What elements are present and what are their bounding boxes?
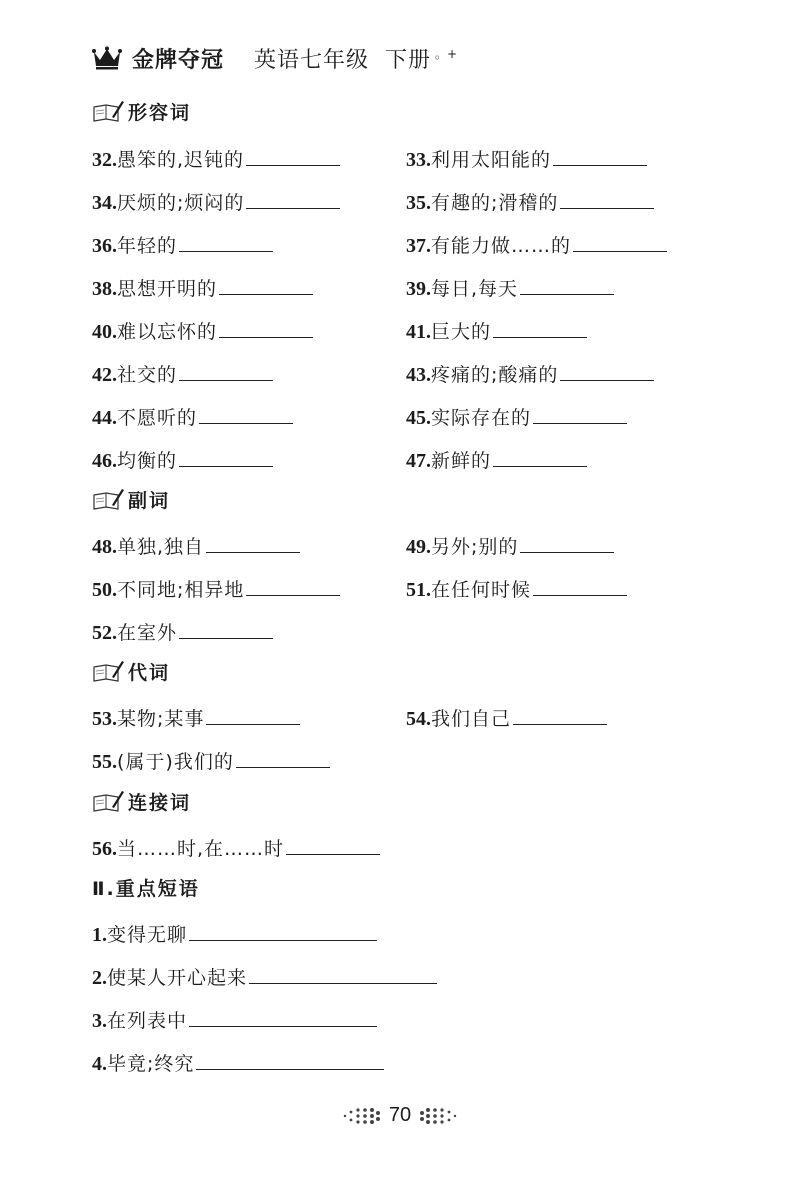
- item-text: 我们自己: [431, 708, 512, 730]
- item-text: 不愿听的: [117, 407, 198, 429]
- item-text: 有能力做……的: [431, 235, 572, 257]
- section-adverbs: [92, 484, 170, 514]
- section-title: Ⅱ.重点短语: [92, 877, 200, 900]
- list-item: [406, 527, 614, 559]
- item-text: 在任何时候: [431, 579, 532, 601]
- section-title: 连接词: [128, 791, 192, 814]
- item-text: 难以忘怀的: [117, 321, 218, 343]
- crown-icon: [92, 46, 122, 70]
- list-item: [92, 226, 273, 258]
- page-number: 70: [388, 1104, 412, 1126]
- answer-blank[interactable]: [219, 336, 313, 338]
- decorative-spark: 。+: [435, 46, 458, 61]
- section-title: 形容词: [128, 101, 192, 124]
- item-text: 每日,每天: [431, 278, 519, 300]
- list-item: [406, 226, 667, 258]
- answer-blank[interactable]: [189, 939, 377, 941]
- item-text: 使某人开心起来: [107, 967, 248, 989]
- answer-blank[interactable]: [199, 422, 293, 424]
- item-text: 厌烦的;烦闷的: [117, 192, 245, 214]
- answer-blank[interactable]: [553, 164, 647, 166]
- item-number: 4.: [92, 1053, 107, 1075]
- list-item: [406, 355, 654, 387]
- item-number: 42.: [92, 364, 117, 386]
- item-number: 52.: [92, 622, 117, 644]
- item-number: 35.: [406, 192, 431, 214]
- item-number: 34.: [92, 192, 117, 214]
- item-text: 新鲜的: [431, 450, 492, 472]
- item-text: 愚笨的,迟钝的: [117, 149, 245, 171]
- list-item: [92, 527, 300, 559]
- answer-blank[interactable]: [513, 723, 607, 725]
- volume-label: 下册: [385, 47, 432, 73]
- list-item: [406, 441, 587, 473]
- item-number: 33.: [406, 149, 431, 171]
- dot-pattern-right-icon: [419, 1107, 459, 1125]
- answer-blank[interactable]: [493, 465, 587, 467]
- list-item: [406, 269, 614, 301]
- item-number: 49.: [406, 536, 431, 558]
- item-text: 有趣的;滑稽的: [431, 192, 559, 214]
- answer-blank[interactable]: [560, 207, 654, 209]
- answer-blank[interactable]: [520, 551, 614, 553]
- item-number: 48.: [92, 536, 117, 558]
- answer-blank[interactable]: [196, 1068, 384, 1070]
- item-number: 39.: [406, 278, 431, 300]
- answer-blank[interactable]: [533, 422, 627, 424]
- subject-title: 英语七年级: [254, 47, 370, 73]
- list-item: [92, 312, 313, 344]
- item-text: 实际存在的: [431, 407, 532, 429]
- list-item: [92, 183, 340, 215]
- item-number: 37.: [406, 235, 431, 257]
- list-item: [92, 958, 437, 990]
- item-text: 不同地;相异地: [117, 579, 245, 601]
- answer-blank[interactable]: [246, 207, 340, 209]
- item-number: 2.: [92, 967, 107, 989]
- list-item: [406, 699, 607, 731]
- section-conjunctions: [92, 786, 191, 816]
- item-number: 36.: [92, 235, 117, 257]
- item-text: 变得无聊: [107, 924, 188, 946]
- item-number: 41.: [406, 321, 431, 343]
- brand-title: 金牌夺冠: [132, 47, 225, 73]
- list-item: [92, 915, 377, 947]
- answer-blank[interactable]: [533, 594, 627, 596]
- item-text: 毕竟;终究: [107, 1053, 195, 1075]
- list-item: [92, 269, 313, 301]
- answer-blank[interactable]: [179, 637, 273, 639]
- list-item: [406, 312, 587, 344]
- answer-blank[interactable]: [219, 293, 313, 295]
- item-text: 均衡的: [117, 450, 178, 472]
- item-text: 疼痛的;酸痛的: [431, 364, 559, 386]
- item-text: 单独,独自: [117, 536, 205, 558]
- item-number: 54.: [406, 708, 431, 730]
- dot-pattern-left-icon: [341, 1107, 381, 1125]
- item-text: (属于)我们的: [117, 751, 234, 773]
- book-pen-icon: [92, 659, 124, 683]
- list-item: [92, 140, 340, 172]
- book-pen-icon: [92, 789, 124, 813]
- list-item: [92, 570, 340, 602]
- list-item: [92, 699, 300, 731]
- item-number: 43.: [406, 364, 431, 386]
- item-number: 53.: [92, 708, 117, 730]
- list-item: [406, 140, 647, 172]
- answer-blank[interactable]: [206, 551, 300, 553]
- item-number: 47.: [406, 450, 431, 472]
- page-header: [92, 38, 457, 78]
- item-number: 46.: [92, 450, 117, 472]
- list-item: [406, 183, 654, 215]
- answer-blank[interactable]: [179, 465, 273, 467]
- section-title: 代词: [128, 661, 171, 684]
- list-item: [92, 355, 273, 387]
- item-text: 另外;别的: [431, 536, 519, 558]
- section-title: 副词: [128, 489, 171, 512]
- page-footer: [0, 1104, 800, 1127]
- item-text: 巨大的: [431, 321, 492, 343]
- list-item: [92, 613, 273, 645]
- answer-blank[interactable]: [246, 164, 340, 166]
- item-number: 56.: [92, 838, 117, 860]
- answer-blank[interactable]: [179, 250, 273, 252]
- item-number: 38.: [92, 278, 117, 300]
- item-text: 在列表中: [107, 1010, 188, 1032]
- answer-blank[interactable]: [246, 594, 340, 596]
- section-pronouns: [92, 656, 170, 686]
- item-number: 50.: [92, 579, 117, 601]
- item-number: 3.: [92, 1010, 107, 1032]
- list-item: [92, 398, 293, 430]
- item-text: 利用太阳能的: [431, 149, 552, 171]
- item-number: 1.: [92, 924, 107, 946]
- item-text: 社交的: [117, 364, 178, 386]
- list-item: [406, 398, 627, 430]
- book-pen-icon: [92, 99, 124, 123]
- item-number: 55.: [92, 751, 117, 773]
- item-text: 年轻的: [117, 235, 178, 257]
- list-item: [92, 441, 273, 473]
- list-item: [92, 1044, 384, 1076]
- list-item: [92, 742, 330, 774]
- answer-blank[interactable]: [560, 379, 654, 381]
- item-number: 51.: [406, 579, 431, 601]
- item-text: 当……时,在……时: [117, 838, 285, 860]
- answer-blank[interactable]: [573, 250, 667, 252]
- answer-blank[interactable]: [236, 766, 330, 768]
- item-text: 某物;某事: [117, 708, 205, 730]
- list-item: [92, 1001, 377, 1033]
- item-text: 思想开明的: [117, 278, 218, 300]
- book-pen-icon: [92, 487, 124, 511]
- item-text: 在室外: [117, 622, 178, 644]
- item-number: 44.: [92, 407, 117, 429]
- item-number: 40.: [92, 321, 117, 343]
- list-item: [406, 570, 627, 602]
- item-number: 32.: [92, 149, 117, 171]
- list-item: [92, 829, 380, 861]
- section-key-phrases: [92, 872, 200, 902]
- section-adjectives: [92, 96, 191, 126]
- answer-blank[interactable]: [206, 723, 300, 725]
- answer-blank[interactable]: [520, 293, 614, 295]
- answer-blank[interactable]: [286, 853, 380, 855]
- answer-blank[interactable]: [179, 379, 273, 381]
- item-number: 45.: [406, 407, 431, 429]
- answer-blank[interactable]: [249, 982, 437, 984]
- answer-blank[interactable]: [493, 336, 587, 338]
- answer-blank[interactable]: [189, 1025, 377, 1027]
